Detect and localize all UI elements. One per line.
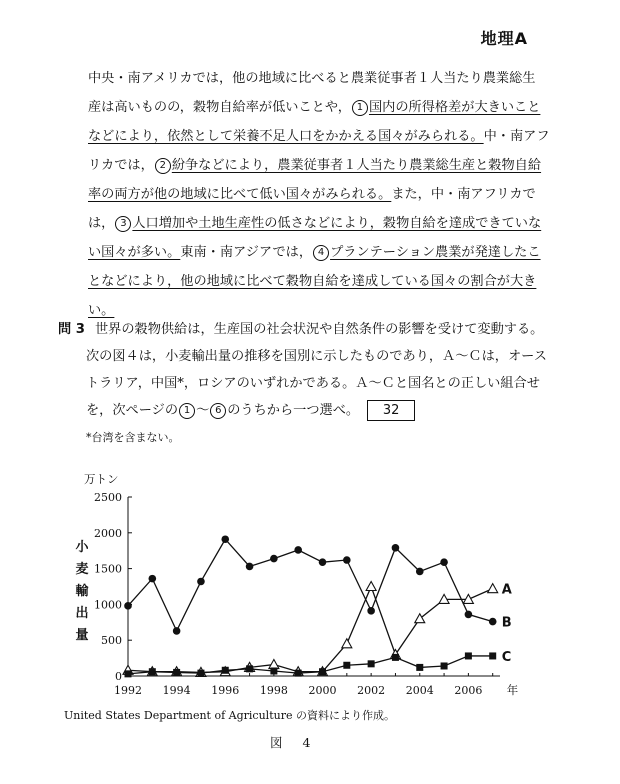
circled-number-6: 6 bbox=[210, 403, 226, 419]
y-axis-label-char: 量 bbox=[75, 628, 89, 643]
data-point-C bbox=[441, 662, 448, 669]
data-point-C bbox=[222, 667, 229, 674]
x-tick-label: 2006 bbox=[454, 684, 483, 697]
y-unit-label: 万トン bbox=[84, 472, 119, 486]
question-label: 問 3 bbox=[58, 322, 85, 337]
data-point-A bbox=[269, 660, 279, 669]
data-point-C bbox=[197, 670, 204, 677]
y-axis-label-char: 麦 bbox=[75, 562, 89, 577]
data-point-C bbox=[125, 670, 132, 677]
circled-number-3: 3 bbox=[115, 216, 131, 232]
data-point-A bbox=[415, 614, 425, 623]
data-point-B bbox=[294, 546, 302, 554]
y-axis-label-char: 出 bbox=[75, 606, 89, 621]
data-point-B bbox=[173, 627, 181, 635]
data-point-C bbox=[246, 665, 253, 672]
data-point-C bbox=[392, 654, 399, 661]
y-tick-label: 1000 bbox=[94, 598, 122, 612]
page-title: 地理A bbox=[480, 29, 528, 48]
x-tick-label: 2002 bbox=[357, 684, 386, 697]
answer-box: 32 bbox=[367, 400, 415, 421]
x-tick-label: 1994 bbox=[162, 684, 191, 697]
x-tick-label: 1992 bbox=[114, 684, 142, 697]
question-line-1: 問 3 世界の穀物供給は，生産国の社会状況や自然条件の影響を受けて変動する。 bbox=[58, 322, 544, 337]
passage-line-4: リカでは， 2 紛争などにより，農業従事者１人当たり農業総生産と穀物自給 bbox=[88, 158, 542, 173]
y-tick-label: 2500 bbox=[94, 491, 122, 504]
series-line-B bbox=[128, 539, 493, 631]
data-point-B bbox=[246, 563, 254, 571]
data-point-B bbox=[465, 611, 473, 619]
data-point-C bbox=[270, 667, 277, 674]
y-tick-label: 500 bbox=[101, 634, 122, 648]
data-point-C bbox=[173, 669, 180, 676]
data-point-C bbox=[368, 660, 375, 667]
data-point-B bbox=[343, 556, 351, 564]
footnote: *台湾を含まない。 bbox=[86, 431, 180, 444]
x-tick-label: 1998 bbox=[259, 684, 288, 697]
series-line-A bbox=[128, 587, 493, 673]
passage-line-6: は， 3 人口増加や土地生産性の低さなどにより，穀物自給を達成できていな bbox=[88, 216, 542, 231]
question-line-4: を，次ページの 1 ～ 6 のうちから一つ選べ。 32 bbox=[58, 397, 558, 424]
y-tick-label: 0 bbox=[115, 670, 122, 683]
data-point-B bbox=[197, 578, 205, 586]
x-tick-label: 1996 bbox=[211, 684, 240, 697]
x-unit-label: 年 bbox=[506, 683, 519, 697]
data-point-C bbox=[416, 664, 423, 671]
circled-number-4: 4 bbox=[313, 245, 329, 261]
circled-number-2: 2 bbox=[155, 158, 171, 174]
data-point-B bbox=[270, 555, 278, 563]
data-point-C bbox=[489, 652, 496, 659]
data-point-B bbox=[124, 602, 132, 610]
data-point-B bbox=[367, 607, 375, 615]
circled-number-1: 1 bbox=[352, 100, 368, 116]
passage-line-8: となどにより，他の地域に比べて穀物自給を達成している国々の割合が大き bbox=[88, 274, 537, 289]
passage-line-3: などにより，依然として栄養不足人口をかかえる国々がみられる。中・南アフ bbox=[88, 129, 550, 144]
series-label-C: C bbox=[501, 649, 512, 665]
passage-line-1: 中央・南アメリカでは，他の地域に比べると農業従事者１人当たり農業総生 bbox=[88, 71, 536, 86]
circled-number-1: 1 bbox=[179, 403, 195, 419]
passage-line-5: 率の両方が他の地域に比べて低い国々がみられる。また，中・南アフリカで bbox=[88, 187, 536, 202]
y-axis-label-char: 小 bbox=[75, 540, 89, 555]
y-tick-label: 1500 bbox=[94, 562, 122, 576]
data-point-C bbox=[465, 652, 472, 659]
x-tick-label: 2004 bbox=[405, 684, 434, 697]
question-line-3: トラリア，中国*，ロシアのいずれかである。Ａ～Ｃと国名との正しい組合せ bbox=[86, 376, 540, 391]
data-point-B bbox=[440, 558, 448, 566]
data-point-C bbox=[295, 670, 302, 677]
data-point-C bbox=[149, 668, 156, 675]
data-point-A bbox=[366, 582, 376, 591]
passage-line-9: い。 bbox=[88, 303, 115, 318]
series-label-A: A bbox=[501, 582, 512, 598]
data-point-B bbox=[149, 575, 157, 583]
figure-source: United States Department of Agriculture の資料により作成。 bbox=[64, 709, 395, 722]
data-point-B bbox=[221, 535, 229, 543]
figure-caption: 図 4 bbox=[270, 735, 319, 750]
data-point-B bbox=[489, 618, 497, 626]
question-line-2: 次の図４は，小麦輸出量の推移を国別に示したものであり，Ａ～Ｃは，オース bbox=[86, 349, 547, 364]
y-axis-label-char: 輸 bbox=[75, 584, 89, 599]
series-label-B: B bbox=[501, 615, 512, 631]
data-point-C bbox=[343, 662, 350, 669]
data-point-C bbox=[319, 668, 326, 675]
data-point-A bbox=[342, 639, 352, 648]
data-point-A bbox=[488, 584, 498, 593]
y-tick-label: 2000 bbox=[94, 526, 122, 540]
data-point-B bbox=[319, 558, 327, 566]
passage-line-7: い国々が多い。東南・南アジアでは， 4 プランテーション農業が発達したこ bbox=[88, 245, 541, 260]
data-point-B bbox=[416, 568, 424, 576]
passage-line-2: 産は高いものの，穀物自給率が低いことや， 1 国内の所得格差が大きいこと bbox=[88, 100, 541, 115]
chart-series bbox=[123, 535, 498, 677]
data-point-B bbox=[392, 544, 400, 552]
x-tick-label: 2000 bbox=[308, 684, 337, 697]
